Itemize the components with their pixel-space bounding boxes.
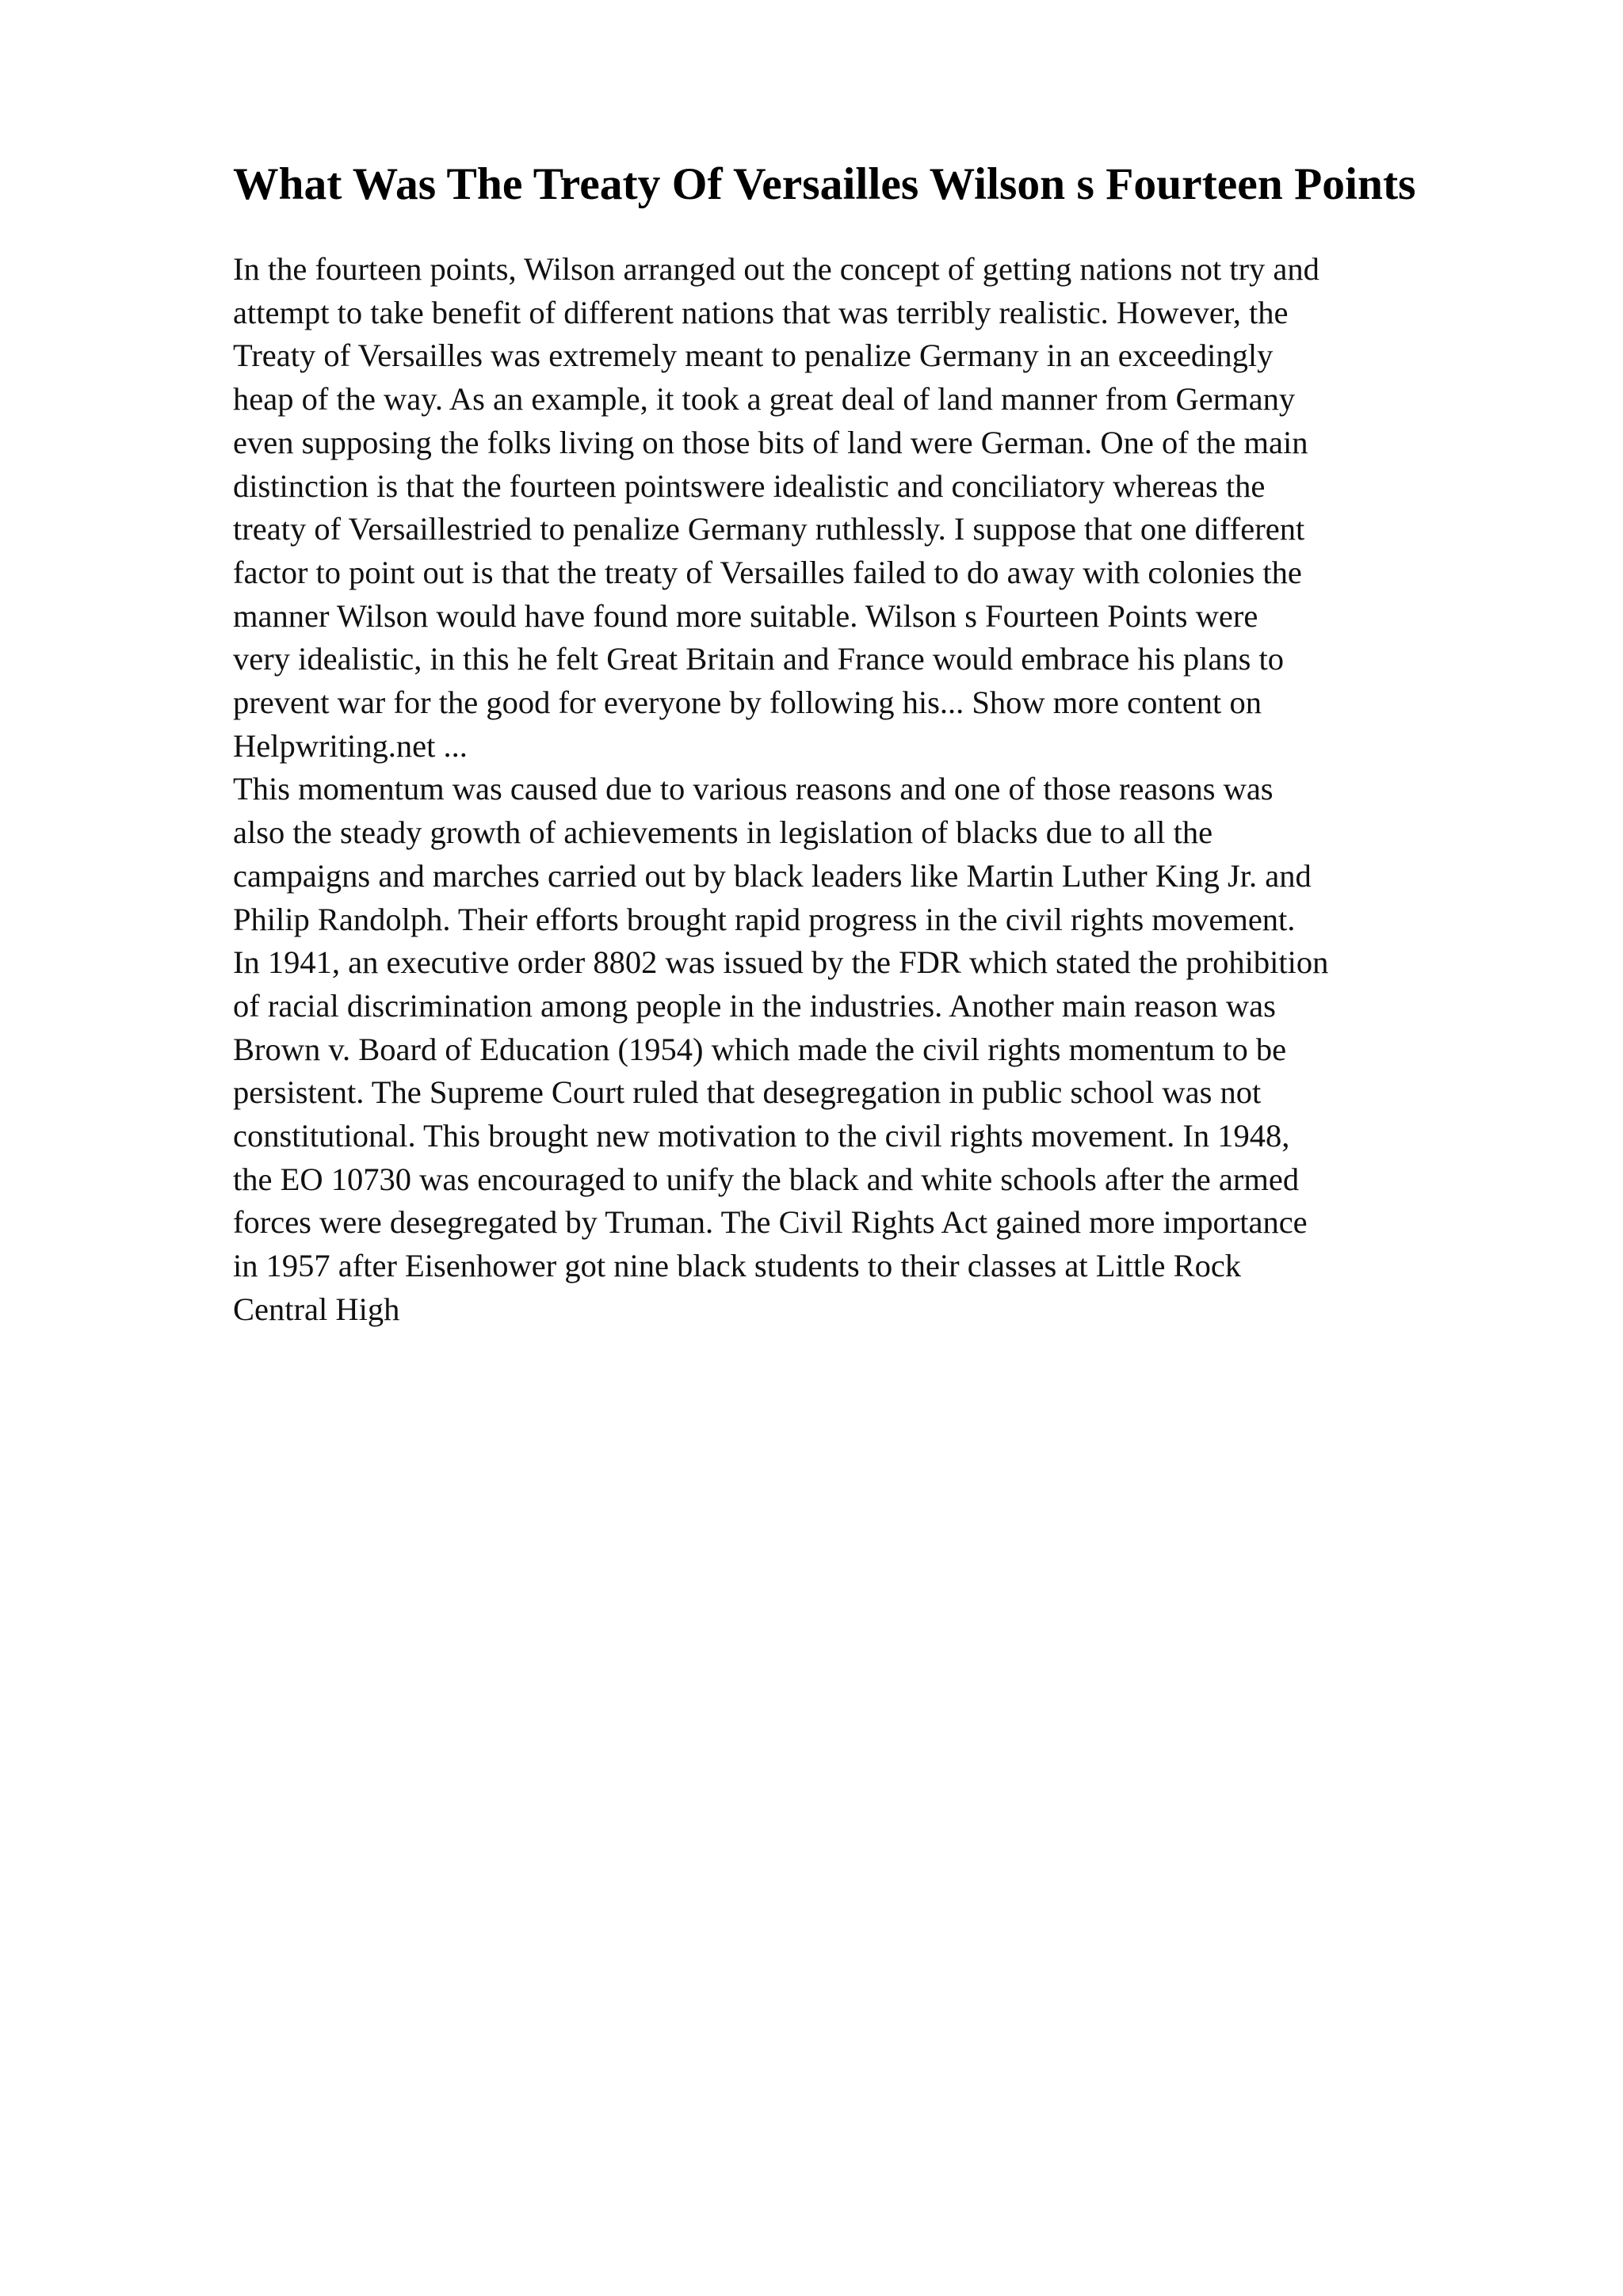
text-line: treaty of Versaillestried to penalize Germany ruthlessly. I suppose that one different <box>233 511 1305 547</box>
text-line: in 1957 after Eisenhower got nine black students to their classes at Little Rock <box>233 1248 1242 1284</box>
text-line: Philip Randolph. Their efforts brought rapid progress in the civil rights movement. <box>233 901 1296 937</box>
text-line: also the steady growth of achievements in legislation of blacks due to all the <box>233 814 1213 851</box>
text-line: This momentum was caused due to various reasons and one of those reasons was <box>233 771 1274 807</box>
text-line: manner Wilson would have found more suitable. Wilson s Fourteen Points were <box>233 597 1258 634</box>
text-line: heap of the way. As an example, it took a great deal of land manner from Germany <box>233 381 1296 418</box>
text-line: prevent war for the good for everyone by following his... Show more content on <box>233 685 1262 721</box>
text-line: Helpwriting.net ... <box>233 727 468 764</box>
text-line: of racial discrimination among people in the industries. Another main reason was <box>233 987 1276 1024</box>
text-line: attempt to take benefit of different nations that was terribly realistic. However, the <box>233 294 1289 330</box>
document-title: What Was The Treaty Of Versailles Wilson s Fourteen Points <box>233 159 1416 209</box>
text-line: Central High <box>233 1291 400 1327</box>
text-line: persistent. The Supreme Court ruled that desegregation in public school was not <box>233 1074 1262 1111</box>
text-line: factor to point out is that the treaty of Versailles failed to do away with colonies the <box>233 554 1302 590</box>
text-line: distinction is that the fourteen pointswere idealistic and conciliatory whereas the <box>233 467 1266 504</box>
text-line: forces were desegregated by Truman. The Civil Rights Act gained more importance <box>233 1204 1308 1241</box>
text-line: very idealistic, in this he felt Great Britain and France would embrace his plans to <box>233 641 1284 677</box>
text-line: Brown v. Board of Education (1954) which made the civil rights momentum to be <box>233 1031 1287 1067</box>
text-line: even supposing the folks living on those bits of land were German. One of the main <box>233 424 1308 460</box>
text-line: the EO 10730 was encouraged to unify the black and white schools after the armed <box>233 1161 1300 1197</box>
text-line: Treaty of Versailles was extremely meant to penalize Germany in an exceedingly <box>233 338 1274 374</box>
paragraph-1 <box>233 248 1541 768</box>
text-line: constitutional. This brought new motivation to the civil rights movement. In 1948, <box>233 1118 1290 1154</box>
paragraph-2 <box>233 768 1541 1331</box>
text-line: In the fourteen points, Wilson arranged out the concept of getting nations not try and <box>233 251 1319 287</box>
text-line: In 1941, an executive order 8802 was issued by the FDR which stated the prohibition <box>233 944 1329 981</box>
text-line: campaigns and marches carried out by black leaders like Martin Luther King Jr. and <box>233 857 1312 894</box>
document-body <box>233 248 1541 1332</box>
